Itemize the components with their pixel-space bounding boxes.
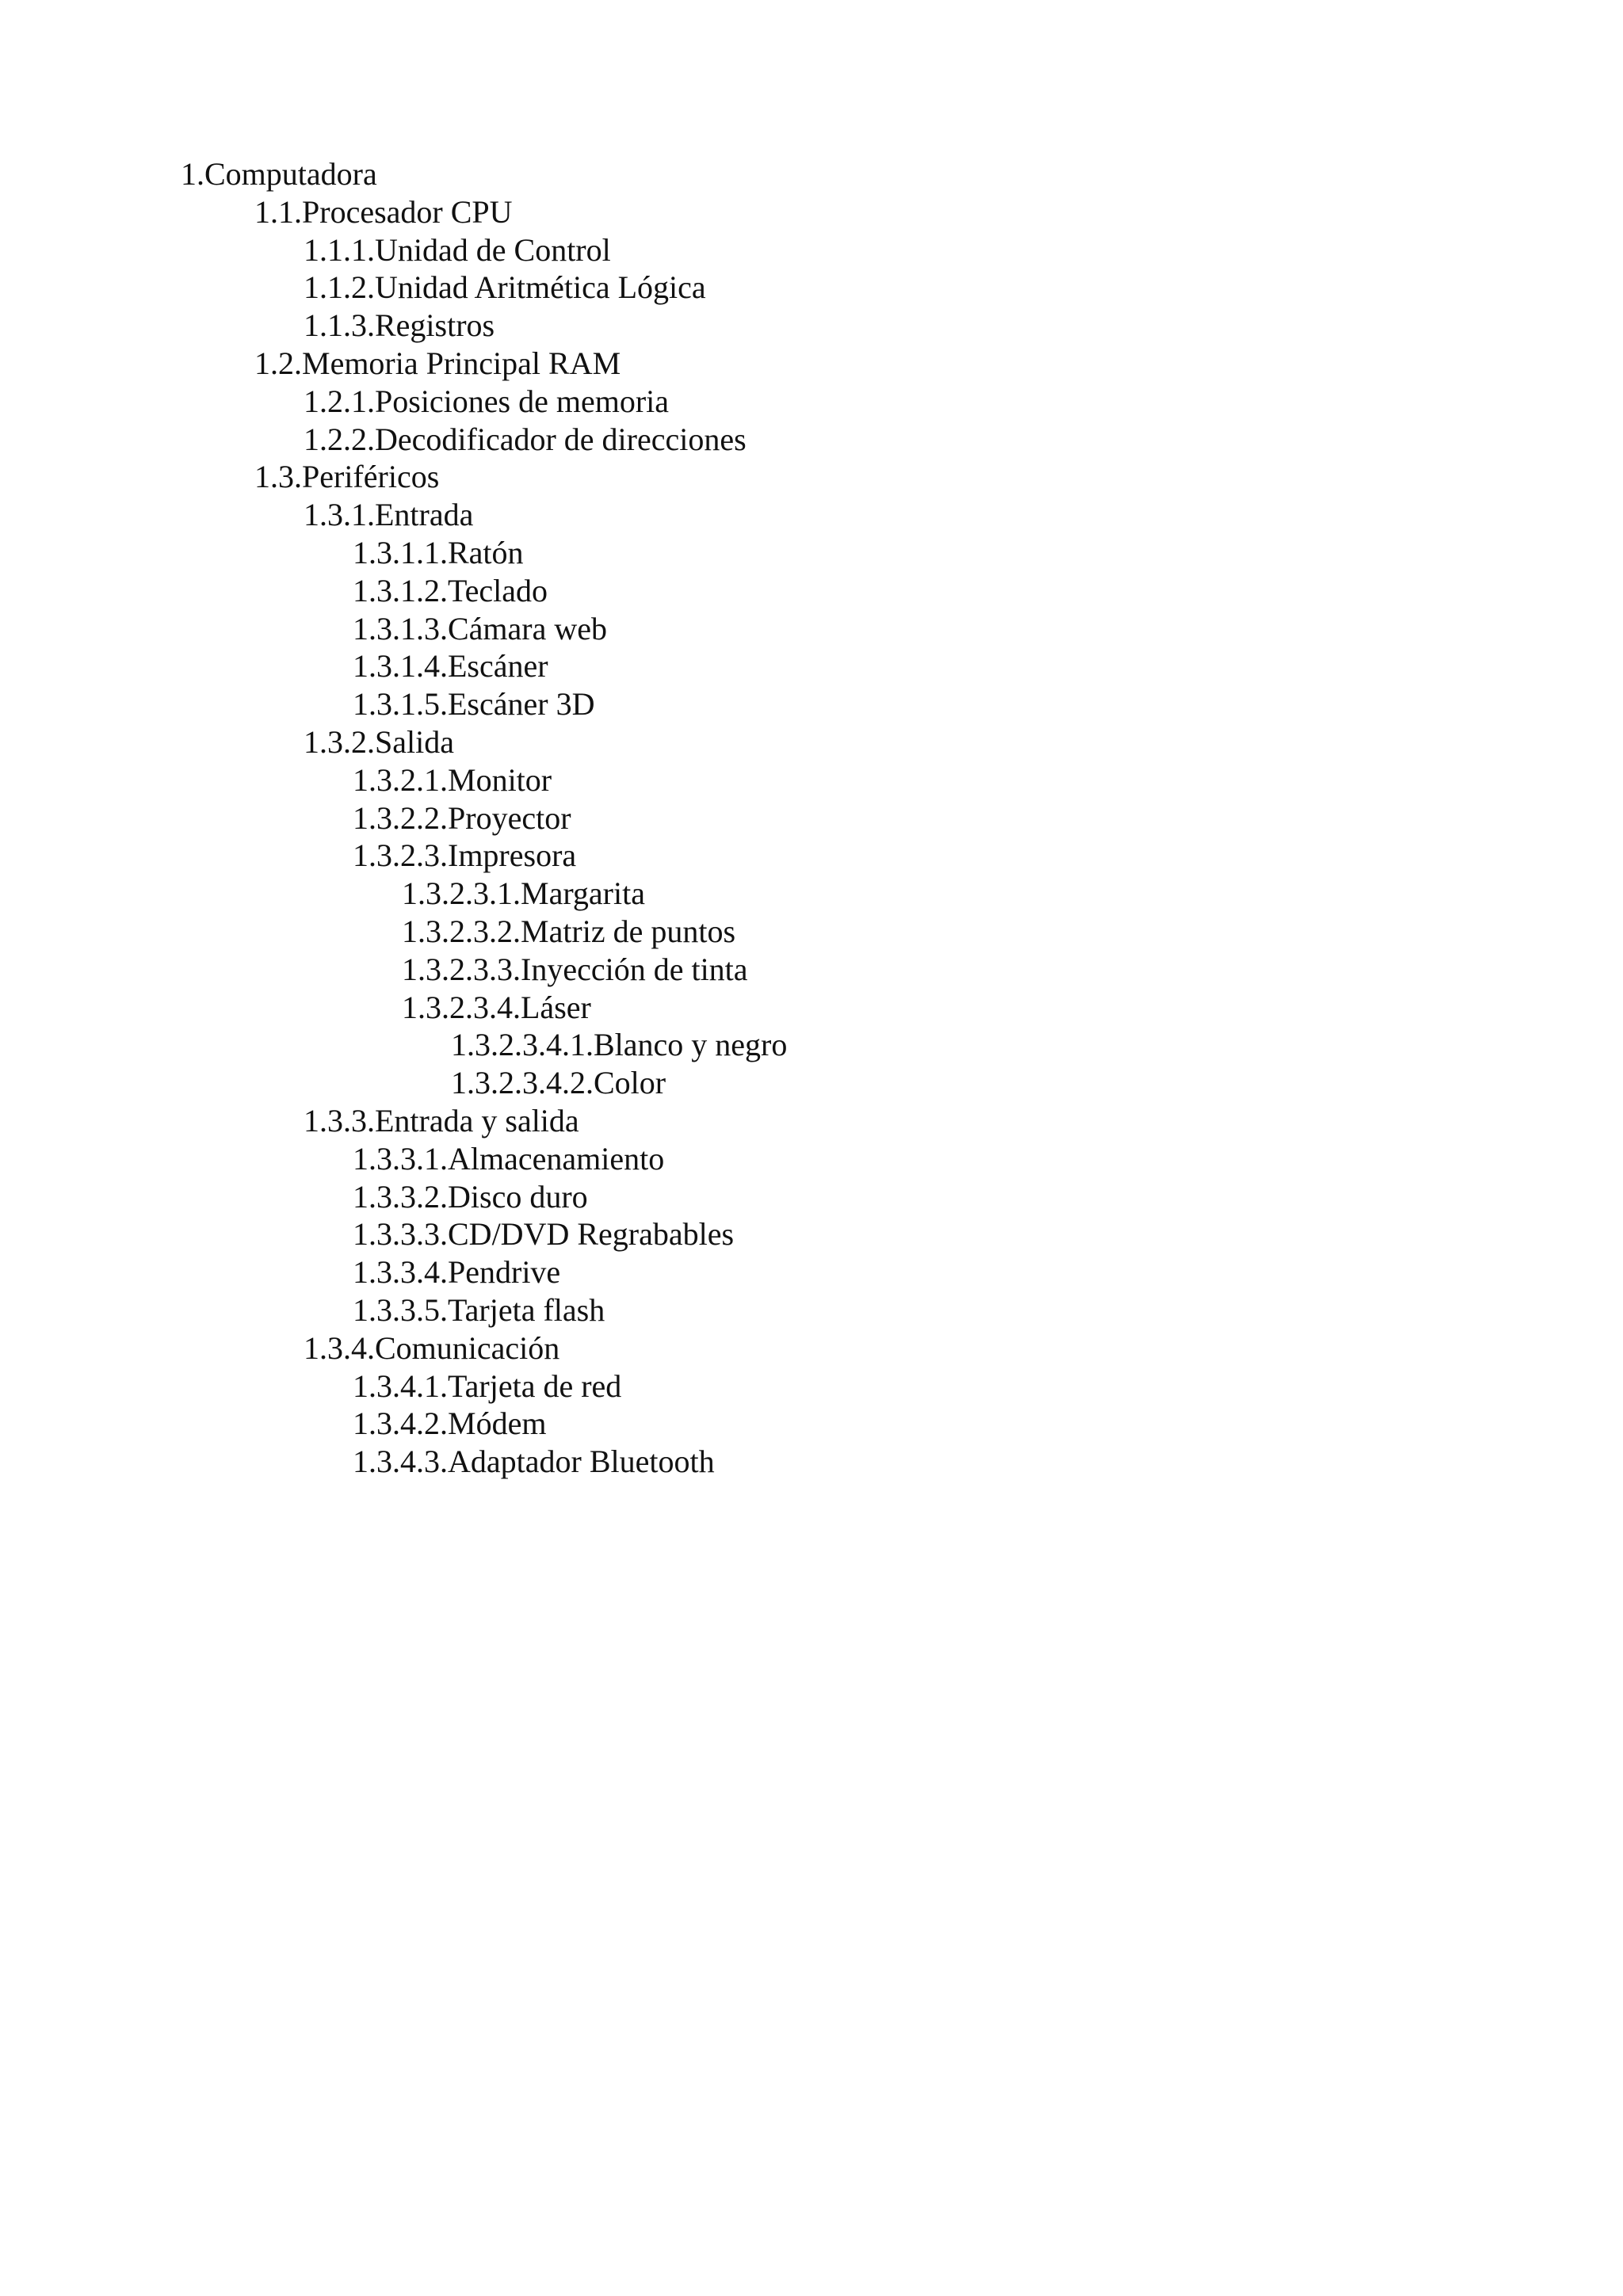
item-text: Pendrive — [448, 1254, 561, 1291]
item-number: 1.3.4.2. — [353, 1405, 448, 1442]
item-number: 1.2.1. — [304, 383, 375, 419]
item-number: 1.3.2.3.4.1. — [451, 1027, 594, 1063]
item-number: 1.3.2.3.1. — [402, 875, 521, 912]
item-number: 1.3.3.1. — [353, 1140, 448, 1177]
item-number: 1.3.2.3.4. — [402, 989, 521, 1025]
item-number: 1.3.2.3.3. — [402, 951, 521, 987]
item-number: 1.3.3. — [304, 1102, 375, 1138]
item-text: CD/DVD Regrabables — [448, 1216, 735, 1253]
item-text: Comunicación — [375, 1329, 560, 1366]
item-text: Unidad de Control — [375, 231, 611, 268]
outline-item — [181, 1253, 787, 1291]
outline-item — [181, 421, 787, 459]
item-number: 1.3.1.4. — [353, 648, 448, 685]
item-text: Proyector — [448, 799, 571, 836]
item-number: 1.3.1.5. — [353, 686, 448, 723]
outline-item — [181, 1064, 787, 1102]
outline-item — [181, 761, 787, 799]
item-text: Color — [594, 1065, 666, 1101]
outline-item — [181, 383, 787, 421]
outline-item — [181, 951, 787, 989]
item-number: 1.3.4.3. — [353, 1444, 448, 1480]
item-number: 1.3.1.3. — [353, 610, 448, 646]
item-number: 1.3.4.1. — [353, 1367, 448, 1404]
outline-item — [181, 1102, 787, 1140]
outline-item — [181, 1026, 787, 1064]
outline-item — [181, 1405, 787, 1443]
item-number: 1.3.2.3. — [353, 837, 448, 874]
item-text: Entrada y salida — [375, 1102, 579, 1138]
item-number: 1.3.2.2. — [353, 799, 448, 836]
item-text: Unidad Aritmética Lógica — [375, 269, 706, 306]
item-text: Procesador CPU — [302, 193, 513, 230]
item-text: Monitor — [448, 761, 552, 798]
item-number: 1.3.1. — [304, 497, 375, 533]
outline-item — [181, 231, 787, 269]
item-text: Almacenamiento — [448, 1140, 665, 1177]
item-number: 1.2. — [254, 345, 302, 381]
item-text: Decodificador de direcciones — [375, 421, 747, 457]
item-number: 1.3.3.5. — [353, 1291, 448, 1328]
item-number: 1. — [181, 156, 204, 192]
hierarchical-outline — [181, 155, 787, 1481]
item-text: Teclado — [448, 572, 548, 608]
item-number: 1.3.4. — [304, 1329, 375, 1366]
outline-item — [181, 913, 787, 951]
item-text: Blanco y negro — [594, 1027, 788, 1063]
item-number: 1.3.2. — [304, 723, 375, 760]
outline-item — [181, 723, 787, 761]
item-text: Cámara web — [448, 610, 608, 646]
item-text: Inyección de tinta — [521, 951, 748, 987]
item-text: Matriz de puntos — [521, 913, 736, 949]
item-number: 1.1.2. — [304, 269, 375, 306]
outline-item — [181, 1215, 787, 1253]
outline-item — [181, 269, 787, 307]
item-number: 1.1.3. — [304, 307, 375, 344]
item-text: Periféricos — [302, 459, 440, 495]
outline-item — [181, 345, 787, 383]
item-text: Láser — [521, 989, 591, 1025]
outline-item — [181, 1367, 787, 1405]
item-number: 1.2.2. — [304, 421, 375, 457]
outline-item — [181, 1291, 787, 1329]
item-text: Margarita — [521, 875, 645, 912]
item-text: Computadora — [204, 156, 377, 192]
item-number: 1.3.2.1. — [353, 761, 448, 798]
item-text: Impresora — [448, 837, 577, 874]
item-number: 1.3.2.3.2. — [402, 913, 521, 949]
item-text: Escáner — [448, 648, 548, 685]
item-number: 1.3.1.2. — [353, 572, 448, 608]
item-text: Disco duro — [448, 1178, 588, 1215]
outline-item — [181, 837, 787, 875]
outline-item — [181, 799, 787, 837]
item-number: 1.1. — [254, 193, 302, 230]
outline-item — [181, 1178, 787, 1216]
outline-item — [181, 307, 787, 345]
outline-item — [181, 1140, 787, 1178]
item-text: Salida — [375, 723, 454, 760]
item-number: 1.3. — [254, 459, 302, 495]
item-text: Tarjeta de red — [448, 1367, 622, 1404]
item-text: Módem — [448, 1405, 547, 1442]
item-text: Ratón — [448, 534, 524, 570]
item-text: Escáner 3D — [448, 686, 595, 723]
outline-item — [181, 458, 787, 496]
item-text: Memoria Principal RAM — [302, 345, 621, 381]
outline-item — [181, 989, 787, 1027]
item-text: Tarjeta flash — [448, 1291, 605, 1328]
outline-item — [181, 155, 787, 193]
item-text: Registros — [375, 307, 495, 344]
item-number: 1.3.2.3.4.2. — [451, 1065, 594, 1101]
outline-item — [181, 610, 787, 648]
item-number: 1.1.1. — [304, 231, 375, 268]
outline-item — [181, 193, 787, 231]
outline-item — [181, 534, 787, 572]
item-number: 1.3.3.4. — [353, 1254, 448, 1291]
outline-item — [181, 572, 787, 610]
outline-item — [181, 496, 787, 534]
outline-item — [181, 647, 787, 685]
outline-item — [181, 875, 787, 913]
item-text: Entrada — [375, 497, 474, 533]
item-number: 1.3.3.2. — [353, 1178, 448, 1215]
item-text: Adaptador Bluetooth — [448, 1444, 715, 1480]
item-number: 1.3.1.1. — [353, 534, 448, 570]
outline-item — [181, 1329, 787, 1367]
item-number: 1.3.3.3. — [353, 1216, 448, 1253]
outline-item — [181, 685, 787, 723]
item-text: Posiciones de memoria — [375, 383, 670, 419]
outline-item — [181, 1443, 787, 1481]
